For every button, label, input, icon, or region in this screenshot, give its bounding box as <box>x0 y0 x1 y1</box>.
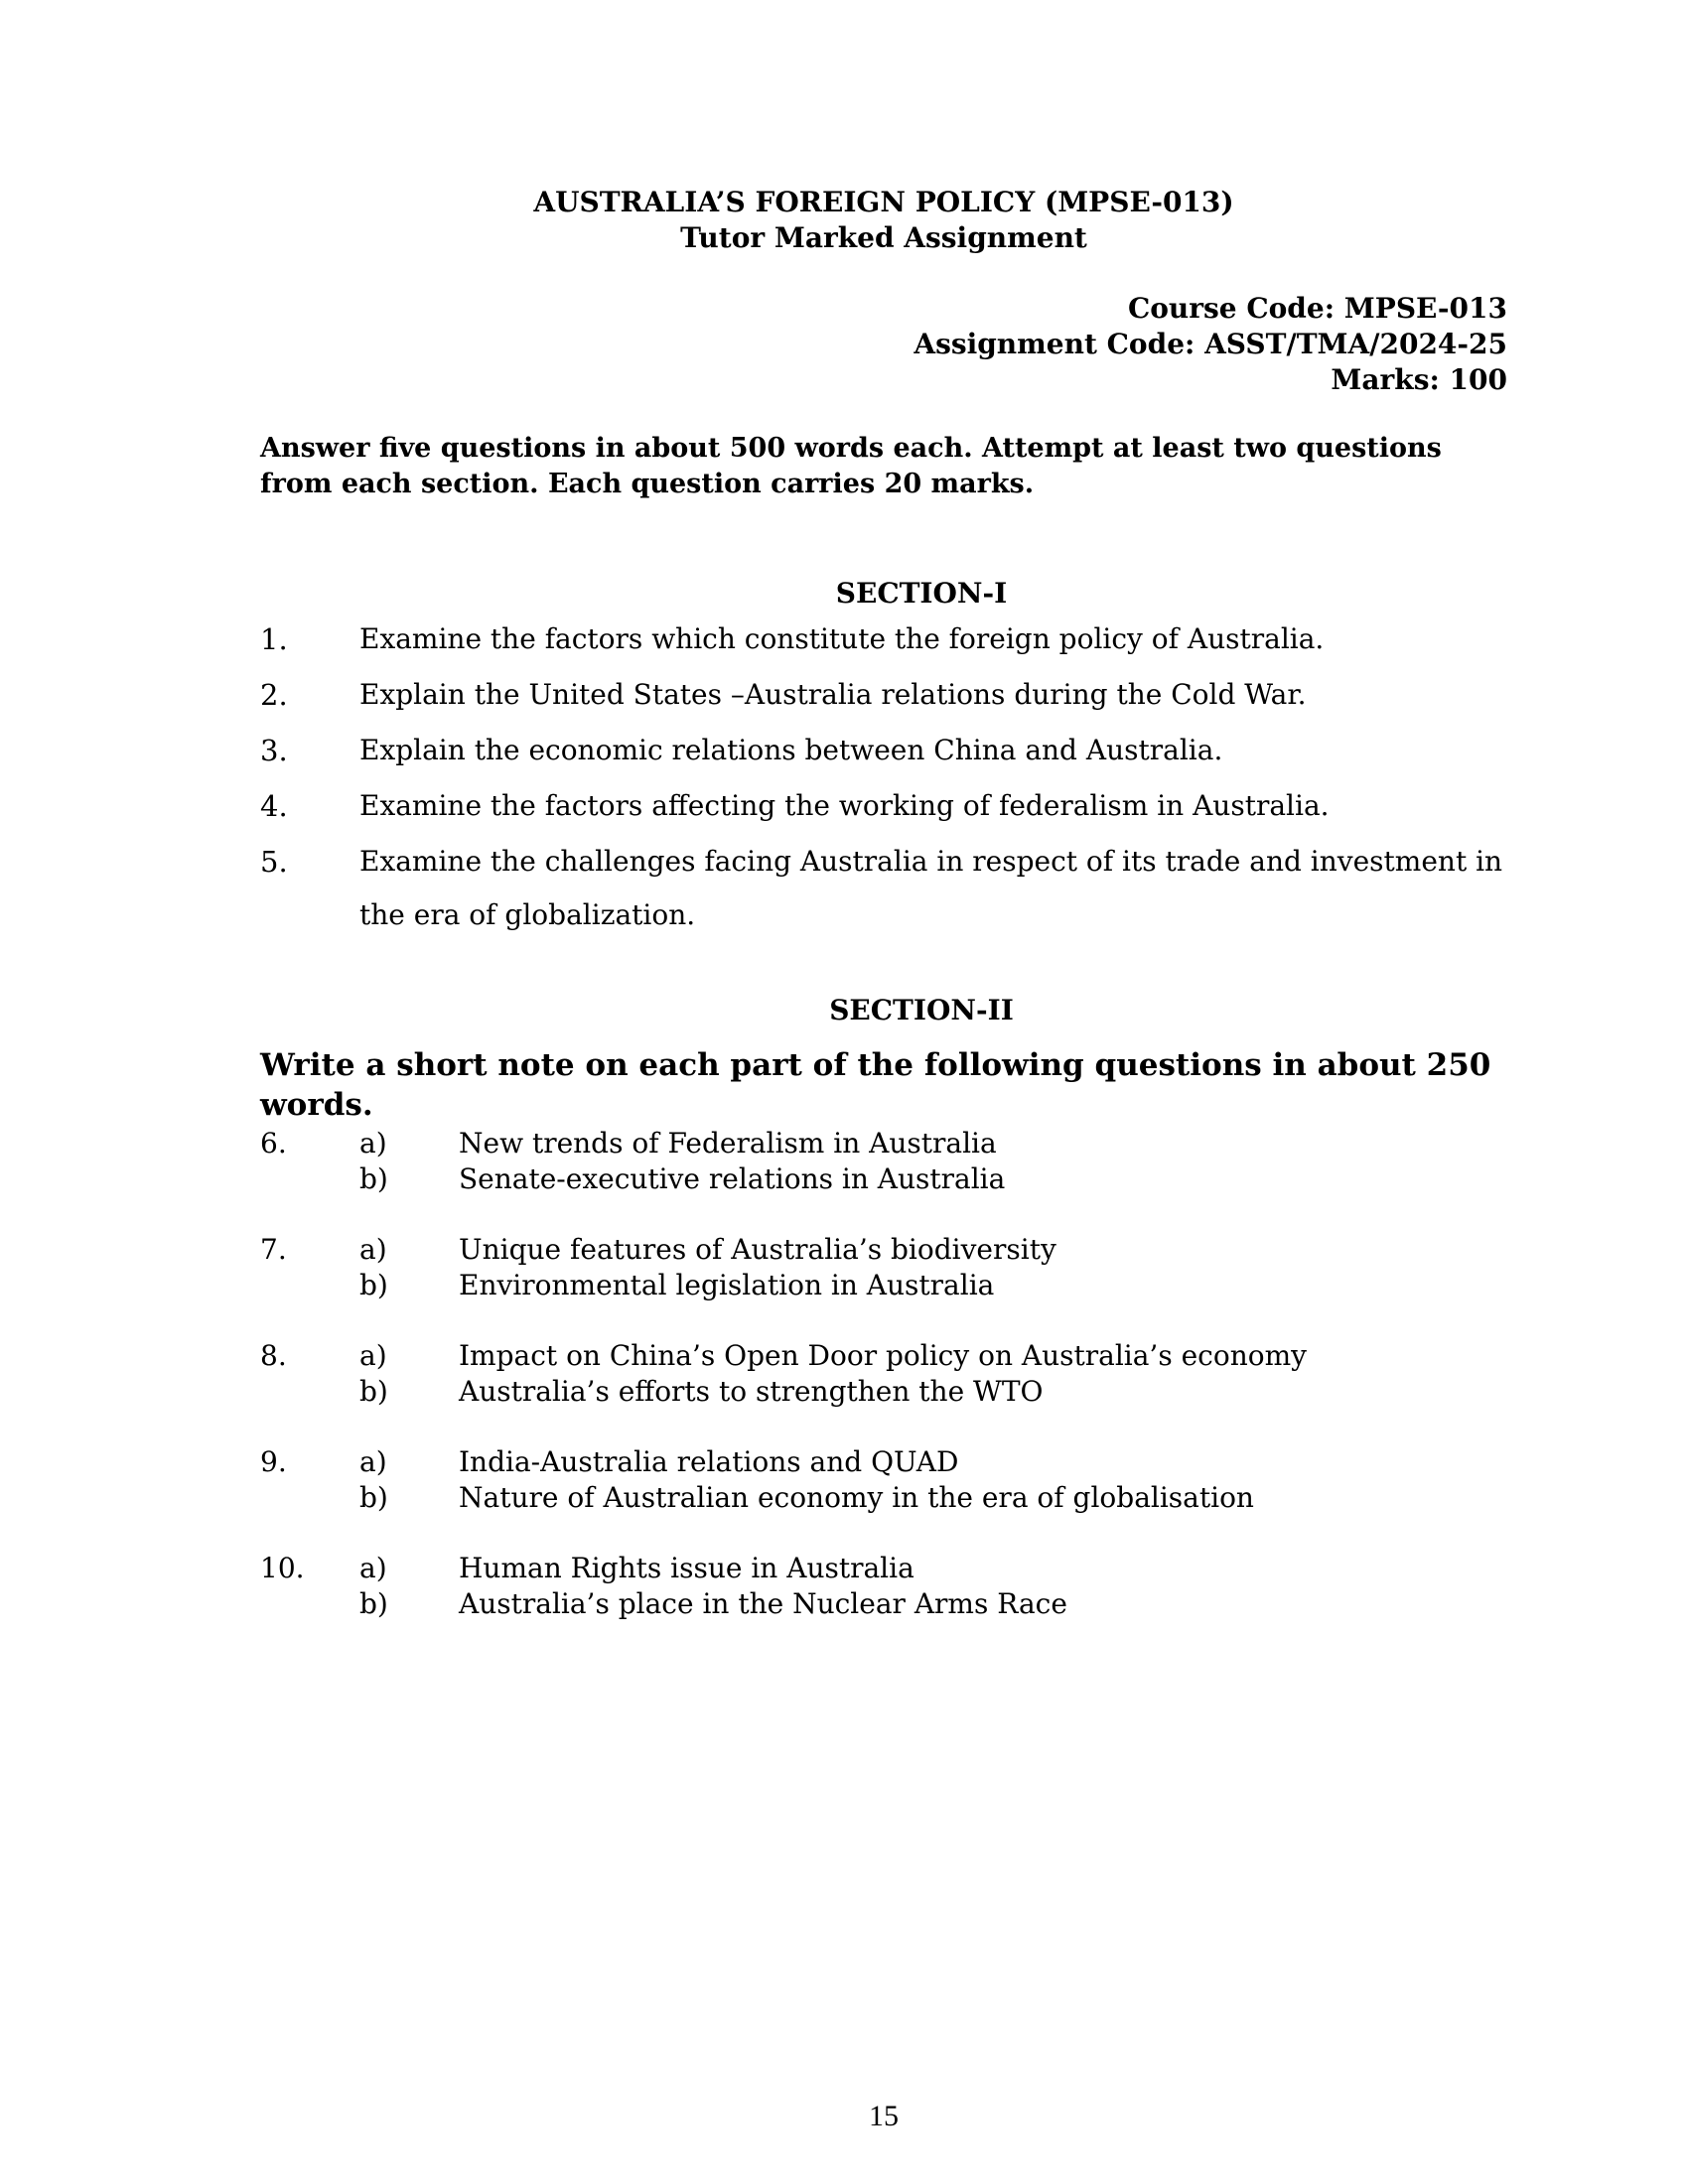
question-1 <box>260 613 1507 668</box>
question-7 <box>260 1232 1507 1338</box>
question-text: Examine the factors which constitute the foreign policy of Australia. <box>359 622 1325 655</box>
question-number: 7. <box>260 1233 287 1266</box>
question-text: Explain the economic relations between China and Australia. <box>359 734 1223 766</box>
part-text: New trends of Federalism in Australia <box>459 1127 997 1160</box>
question-10 <box>260 1551 1507 1657</box>
section-1-heading: SECTION-I <box>835 577 1008 610</box>
question-number: 10. <box>260 1552 305 1584</box>
question-9 <box>260 1444 1507 1551</box>
question-part-b <box>260 1480 1507 1516</box>
part-label: a) <box>359 1127 387 1160</box>
question-number: 6. <box>260 1127 287 1160</box>
assignment-codes <box>914 291 1507 398</box>
question-text: Examine the challenges facing Australia in respect of its trade and investment in the era of globalization. <box>359 845 1503 931</box>
part-text: Human Rights issue in Australia <box>459 1552 914 1584</box>
part-text: Australia’s efforts to strengthen the WTO <box>459 1375 1044 1408</box>
question-part-b <box>260 1374 1507 1410</box>
part-label: b) <box>359 1375 388 1408</box>
general-instructions: Answer five questions in about 500 words each. Attempt at least two questions from each section. Each question carries 20 marks. <box>260 433 1442 499</box>
question-part-a <box>260 1126 1507 1161</box>
part-label: a) <box>359 1552 387 1584</box>
question-number: 1. <box>260 622 288 656</box>
question-number: 4. <box>260 789 288 823</box>
part-label: b) <box>359 1587 388 1620</box>
document-page <box>260 0 1507 2184</box>
section-2-instruction: Write a short note on each part of the following questions in about 250 words. <box>260 1047 1491 1123</box>
section-2-questions <box>260 1126 1507 1657</box>
part-text: Australia’s place in the Nuclear Arms Race <box>459 1587 1067 1620</box>
part-text: Impact on China’s Open Door policy on Australia’s economy <box>459 1339 1307 1372</box>
question-number: 8. <box>260 1339 287 1372</box>
part-label: a) <box>359 1445 387 1478</box>
question-6 <box>260 1126 1507 1232</box>
question-part-a <box>260 1338 1507 1374</box>
section-1-questions <box>260 613 1507 946</box>
part-text: Senate-executive relations in Australia <box>459 1162 1006 1195</box>
part-label: b) <box>359 1162 388 1195</box>
part-text: Environmental legislation in Australia <box>459 1269 995 1301</box>
question-number: 9. <box>260 1445 287 1478</box>
question-number: 3. <box>260 734 288 767</box>
question-4 <box>260 779 1507 835</box>
question-number: 2. <box>260 678 288 712</box>
question-text: Examine the factors affecting the working of federalism in Australia. <box>359 789 1330 822</box>
question-2 <box>260 668 1507 724</box>
question-part-a <box>260 1444 1507 1480</box>
title-block <box>260 185 1507 256</box>
document-subtitle: Tutor Marked Assignment <box>680 221 1087 254</box>
part-label: b) <box>359 1269 388 1301</box>
assignment-code: Assignment Code: ASST/TMA/2024-25 <box>914 328 1507 360</box>
part-text: India-Australia relations and QUAD <box>459 1445 959 1478</box>
question-part-b <box>260 1268 1507 1303</box>
document-title: AUSTRALIA’S FOREIGN POLICY (MPSE-013) <box>533 186 1234 218</box>
page-number: 15 <box>869 2100 899 2132</box>
question-number: 5. <box>260 845 288 879</box>
marks: Marks: 100 <box>1331 363 1507 396</box>
question-part-b <box>260 1161 1507 1197</box>
question-3 <box>260 724 1507 779</box>
question-8 <box>260 1338 1507 1444</box>
course-code: Course Code: MPSE-013 <box>1127 292 1507 325</box>
question-part-b <box>260 1586 1507 1622</box>
part-label: b) <box>359 1481 388 1514</box>
part-text: Unique features of Australia’s biodiversity <box>459 1233 1056 1266</box>
section-2-heading: SECTION-II <box>829 994 1014 1026</box>
question-text: Explain the United States –Australia relations during the Cold War. <box>359 678 1307 711</box>
part-label: a) <box>359 1233 387 1266</box>
question-part-a <box>260 1232 1507 1268</box>
part-text: Nature of Australian economy in the era of globalisation <box>459 1481 1254 1514</box>
question-part-a <box>260 1551 1507 1586</box>
part-label: a) <box>359 1339 387 1372</box>
question-5 <box>260 835 1507 946</box>
